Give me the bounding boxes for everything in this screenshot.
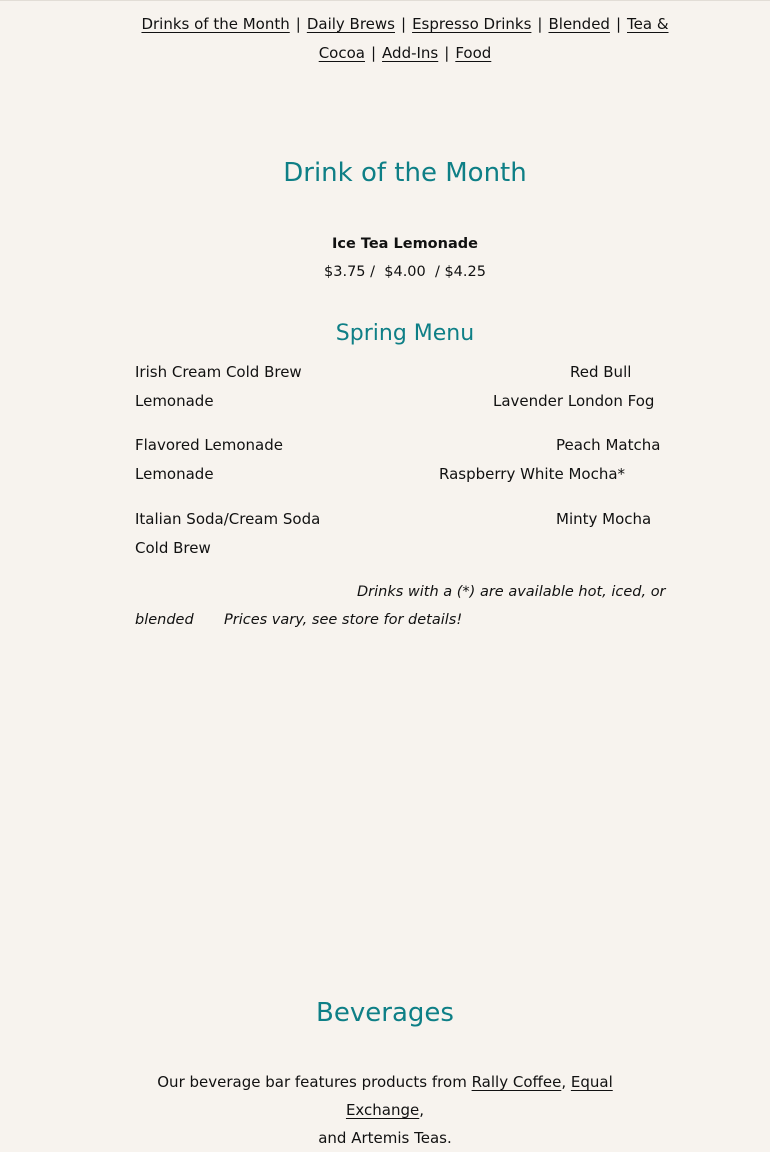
beverages-tail-text: and Artemis Teas. [318, 1129, 452, 1147]
menu-category-nav [140, 10, 670, 68]
featured-drink-prices: $3.75 / $4.00 / $4.25 [324, 264, 486, 280]
nav-link-tea-cocoa-part1[interactable]: Tea & [627, 15, 669, 33]
menu-item-right: Raspberry White Mocha* [439, 465, 626, 483]
menu-item-left: Lemonade [135, 465, 214, 483]
featured-drink-name: Ice Tea Lemonade [332, 236, 478, 252]
menu-note: Prices vary, see store for details! [224, 612, 463, 628]
nav-link-daily-brews[interactable]: Daily Brews [306, 15, 395, 33]
menu-item-right: Minty Mocha [556, 510, 652, 528]
menu-item-right: Red Bull [570, 363, 632, 381]
comma: , [561, 1073, 567, 1091]
menu-item-left: Lemonade [135, 392, 214, 410]
beverages-intro [120, 1068, 650, 1152]
drink-of-month-heading: Drink of the Month [283, 158, 527, 188]
menu-item-right: Peach Matcha [556, 436, 661, 454]
beverages-intro-text: Our beverage bar features products from [157, 1073, 467, 1091]
rally-coffee-link[interactable]: Rally Coffee [471, 1073, 562, 1091]
equal-exchange-link[interactable]: Equal Exchange [345, 1073, 613, 1119]
nav-separator: | [401, 15, 407, 33]
nav-separator: | [444, 44, 450, 62]
nav-separator: | [615, 15, 622, 33]
menu-item-left: Irish Cream Cold Brew [135, 363, 302, 381]
beverages-heading: Beverages [316, 998, 454, 1028]
nav-separator: | [295, 15, 301, 33]
nav-link-tea-cocoa-part2[interactable]: Cocoa [318, 44, 365, 62]
nav-link-espresso-drinks[interactable]: Espresso Drinks [412, 15, 532, 33]
menu-item-left: Italian Soda/Cream Soda [135, 510, 321, 528]
nav-link-food[interactable]: Food [455, 44, 492, 62]
nav-link-add-ins[interactable]: Add-Ins [382, 44, 439, 62]
menu-item-right: Lavender London Fog [493, 392, 655, 410]
menu-item-left: Flavored Lemonade [135, 436, 283, 454]
nav-separator: | [370, 44, 377, 62]
menu-note: Drinks with a (*) are available hot, iced, or [357, 584, 666, 600]
spring-menu-heading: Spring Menu [335, 321, 475, 346]
nav-separator: | [537, 15, 543, 33]
nav-link-drinks-of-the-month[interactable]: Drinks of the Month [141, 15, 290, 33]
nav-link-blended[interactable]: Blended [548, 15, 610, 33]
comma: , [419, 1101, 425, 1119]
menu-item-left: Cold Brew [135, 539, 211, 557]
menu-note: blended [135, 612, 194, 628]
top-divider [0, 0, 770, 1]
